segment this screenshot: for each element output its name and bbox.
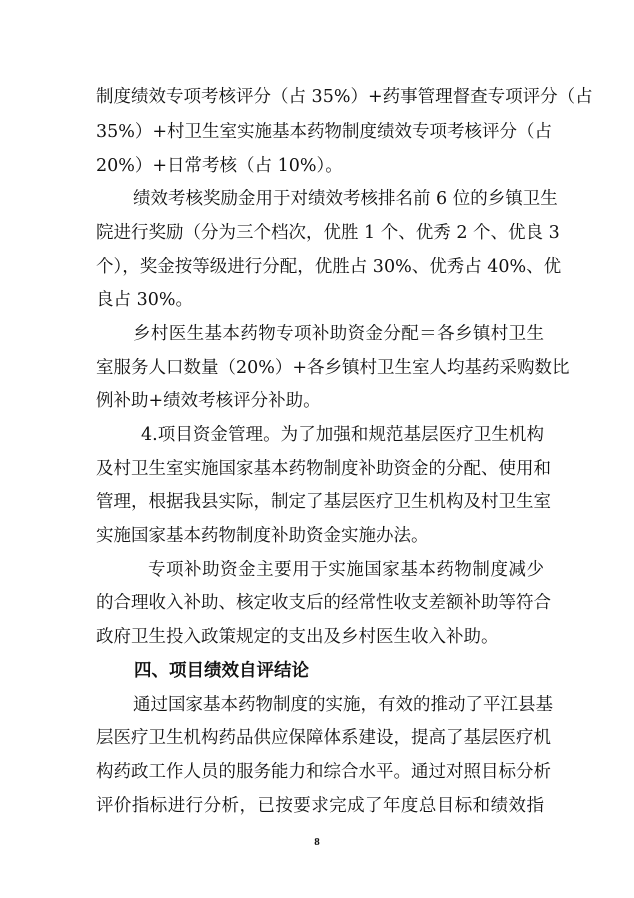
text-line: 绩效考核奖励金用于对绩效考核排名前 6 位的乡镇卫生	[133, 189, 558, 209]
text-line: 35%）+村卫生室实施基本药物制度绩效专项考核评分（占	[96, 122, 553, 142]
text-line: 管理，根据我县实际，制定了基层医疗卫生机构及村卫生室	[96, 492, 551, 512]
text-line: 4.项目资金管理。为了加强和规范基层医疗卫生机构	[141, 425, 544, 445]
text-line: 20%）+日常考核（占 10%）。	[96, 156, 343, 176]
text-line: 院进行奖励（分为三个档次，优胜 1 个、优秀 2 个、优良 3	[96, 223, 560, 243]
text-line: 制度绩效专项考核评分（占 35%）+药事管理督查专项评分（占	[96, 87, 593, 107]
text-line: 层医疗卫生机构药品供应保障体系建设，提高了基层医疗机	[96, 728, 551, 748]
text-line: 专项补助资金主要用于实施国家基本药物制度减少	[148, 560, 544, 580]
text-line: 评价指标进行分析，已按要求完成了年度总目标和绩效指	[96, 796, 544, 816]
text-line: 政府卫生投入政策规定的支出及乡村医生收入补助。	[96, 627, 499, 647]
text-line: 的合理收入补助、核定收支后的经常性收支差额补助等符合	[96, 593, 551, 613]
text-line: 构药政工作人员的服务能力和综合水平。通过对照目标分析	[96, 762, 551, 782]
text-line: 个），奖金按等级进行分配，优胜占 30%、优秀占 40%、优	[96, 257, 562, 277]
text-line: 通过国家基本药物制度的实施，有效的推动了平江县基	[133, 695, 553, 715]
text-line: 室服务人口数量（20%）+各乡镇村卫生室人均基药采购数比	[96, 358, 570, 378]
text-line: 良占 30%。	[96, 290, 193, 310]
text-line: 乡村医生基本药物专项补助资金分配＝各乡镇村卫生	[133, 324, 544, 344]
page-number: 8	[314, 836, 320, 848]
text-line: 及村卫生室实施国家基本药物制度补助资金的分配、使用和	[96, 459, 551, 479]
section-heading: 四、项目绩效自评结论	[134, 661, 309, 681]
text-line: 实施国家基本药物制度补助资金实施办法。	[96, 526, 429, 546]
text-line: 例补助+绩效考核评分补助。	[96, 391, 321, 411]
